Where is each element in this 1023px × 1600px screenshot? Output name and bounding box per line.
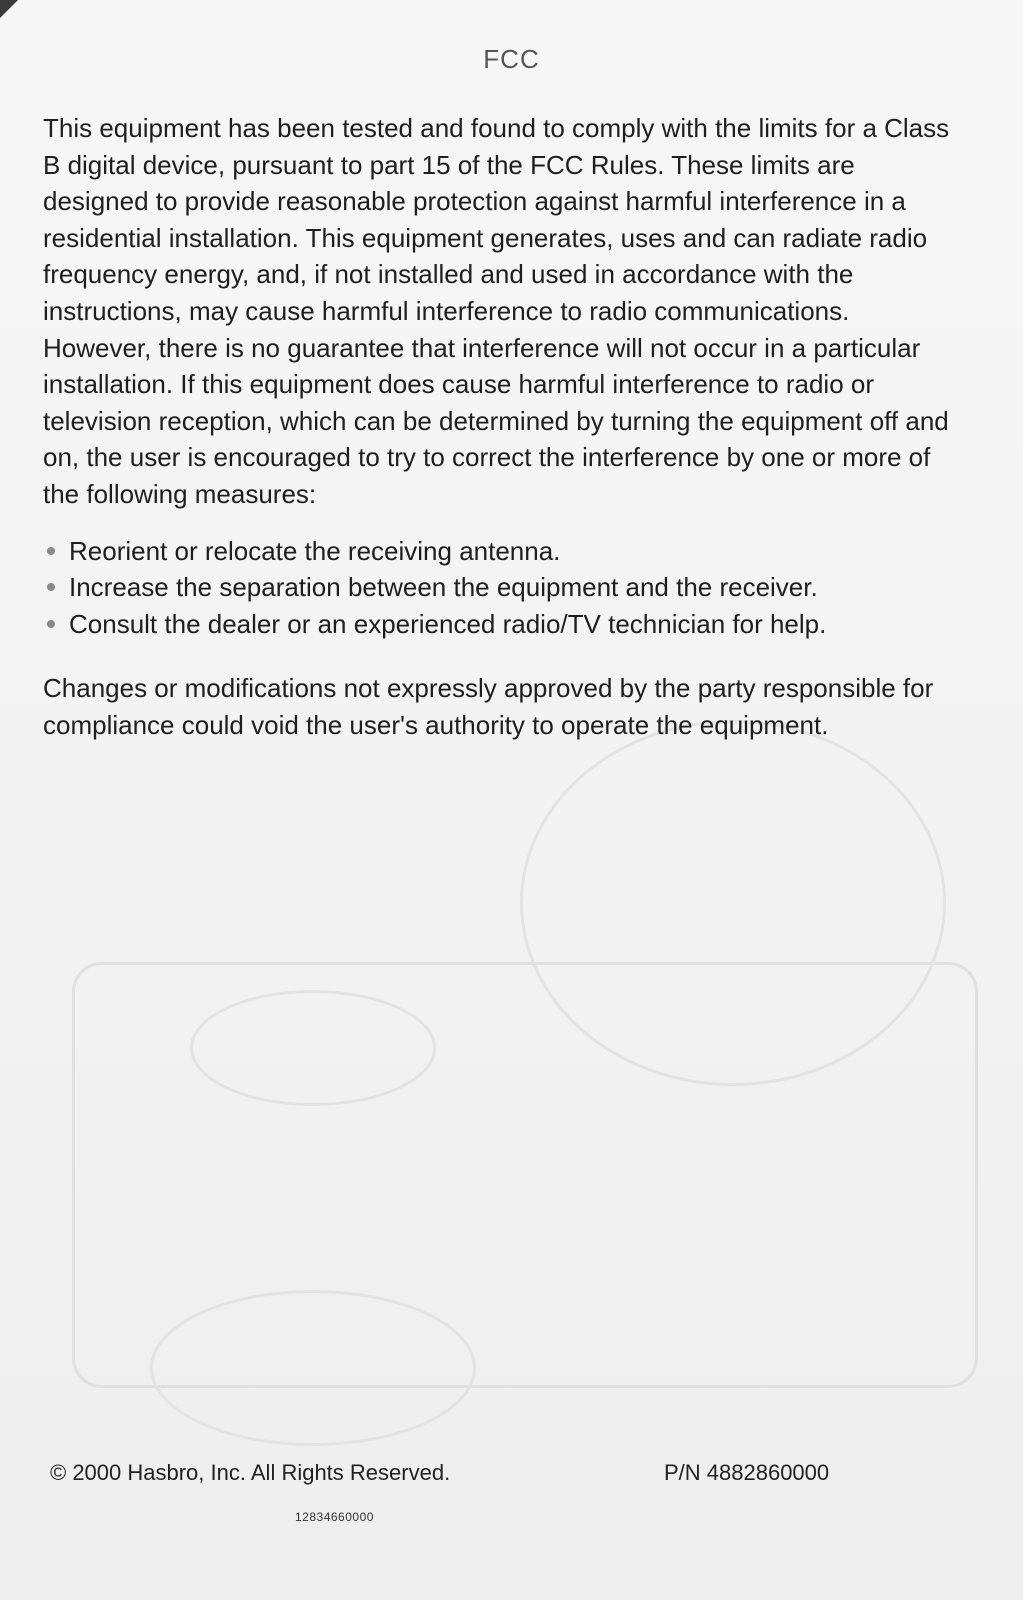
print-code: 12834660000 (295, 1510, 374, 1524)
measures-list (43, 533, 963, 643)
part-number: P/N 4882860000 (664, 1460, 830, 1485)
measure-item: Consult the dealer or an experienced radio/TV technician for help. (43, 606, 963, 643)
fcc-statement (43, 110, 963, 744)
page-title: FCC (483, 44, 540, 74)
bleed-through-wheel-side (520, 720, 946, 1086)
page-corner-shadow (0, 0, 18, 18)
bleed-through-wheel-top (190, 990, 436, 1106)
bleed-through-wheel-bottom (150, 1290, 476, 1446)
measure-item: Reorient or relocate the receiving antenna. (43, 533, 963, 570)
copyright-notice: © 2000 Hasbro, Inc. All Rights Reserved. (50, 1460, 451, 1485)
modifications-paragraph: Changes or modifications not expressly approved by the party responsible for compliance could void the user's authority to operate the equipment. (43, 673, 934, 740)
measure-item: Increase the separation between the equipment and the receiver. (43, 569, 963, 606)
compliance-paragraph: This equipment has been tested and found to comply with the limits for a Class B digital device, pursuant to part 15 of the FCC Rules. These limits are designed to provide reasonable protection against harmful interference in a residential installation. This equipment generates, uses and can radiate radio frequency energy, and, if not installed and used in accordance with the instructions, may cause harmful interference to radio communications. However, there is no guarantee that interference will not occur in a particular installation. If this equipment does cause harmful interference to radio or television reception, which can be determined by turning the equipment off and on, the user is encouraged to try to correct the interference by one or more of the following measures: (43, 113, 950, 509)
